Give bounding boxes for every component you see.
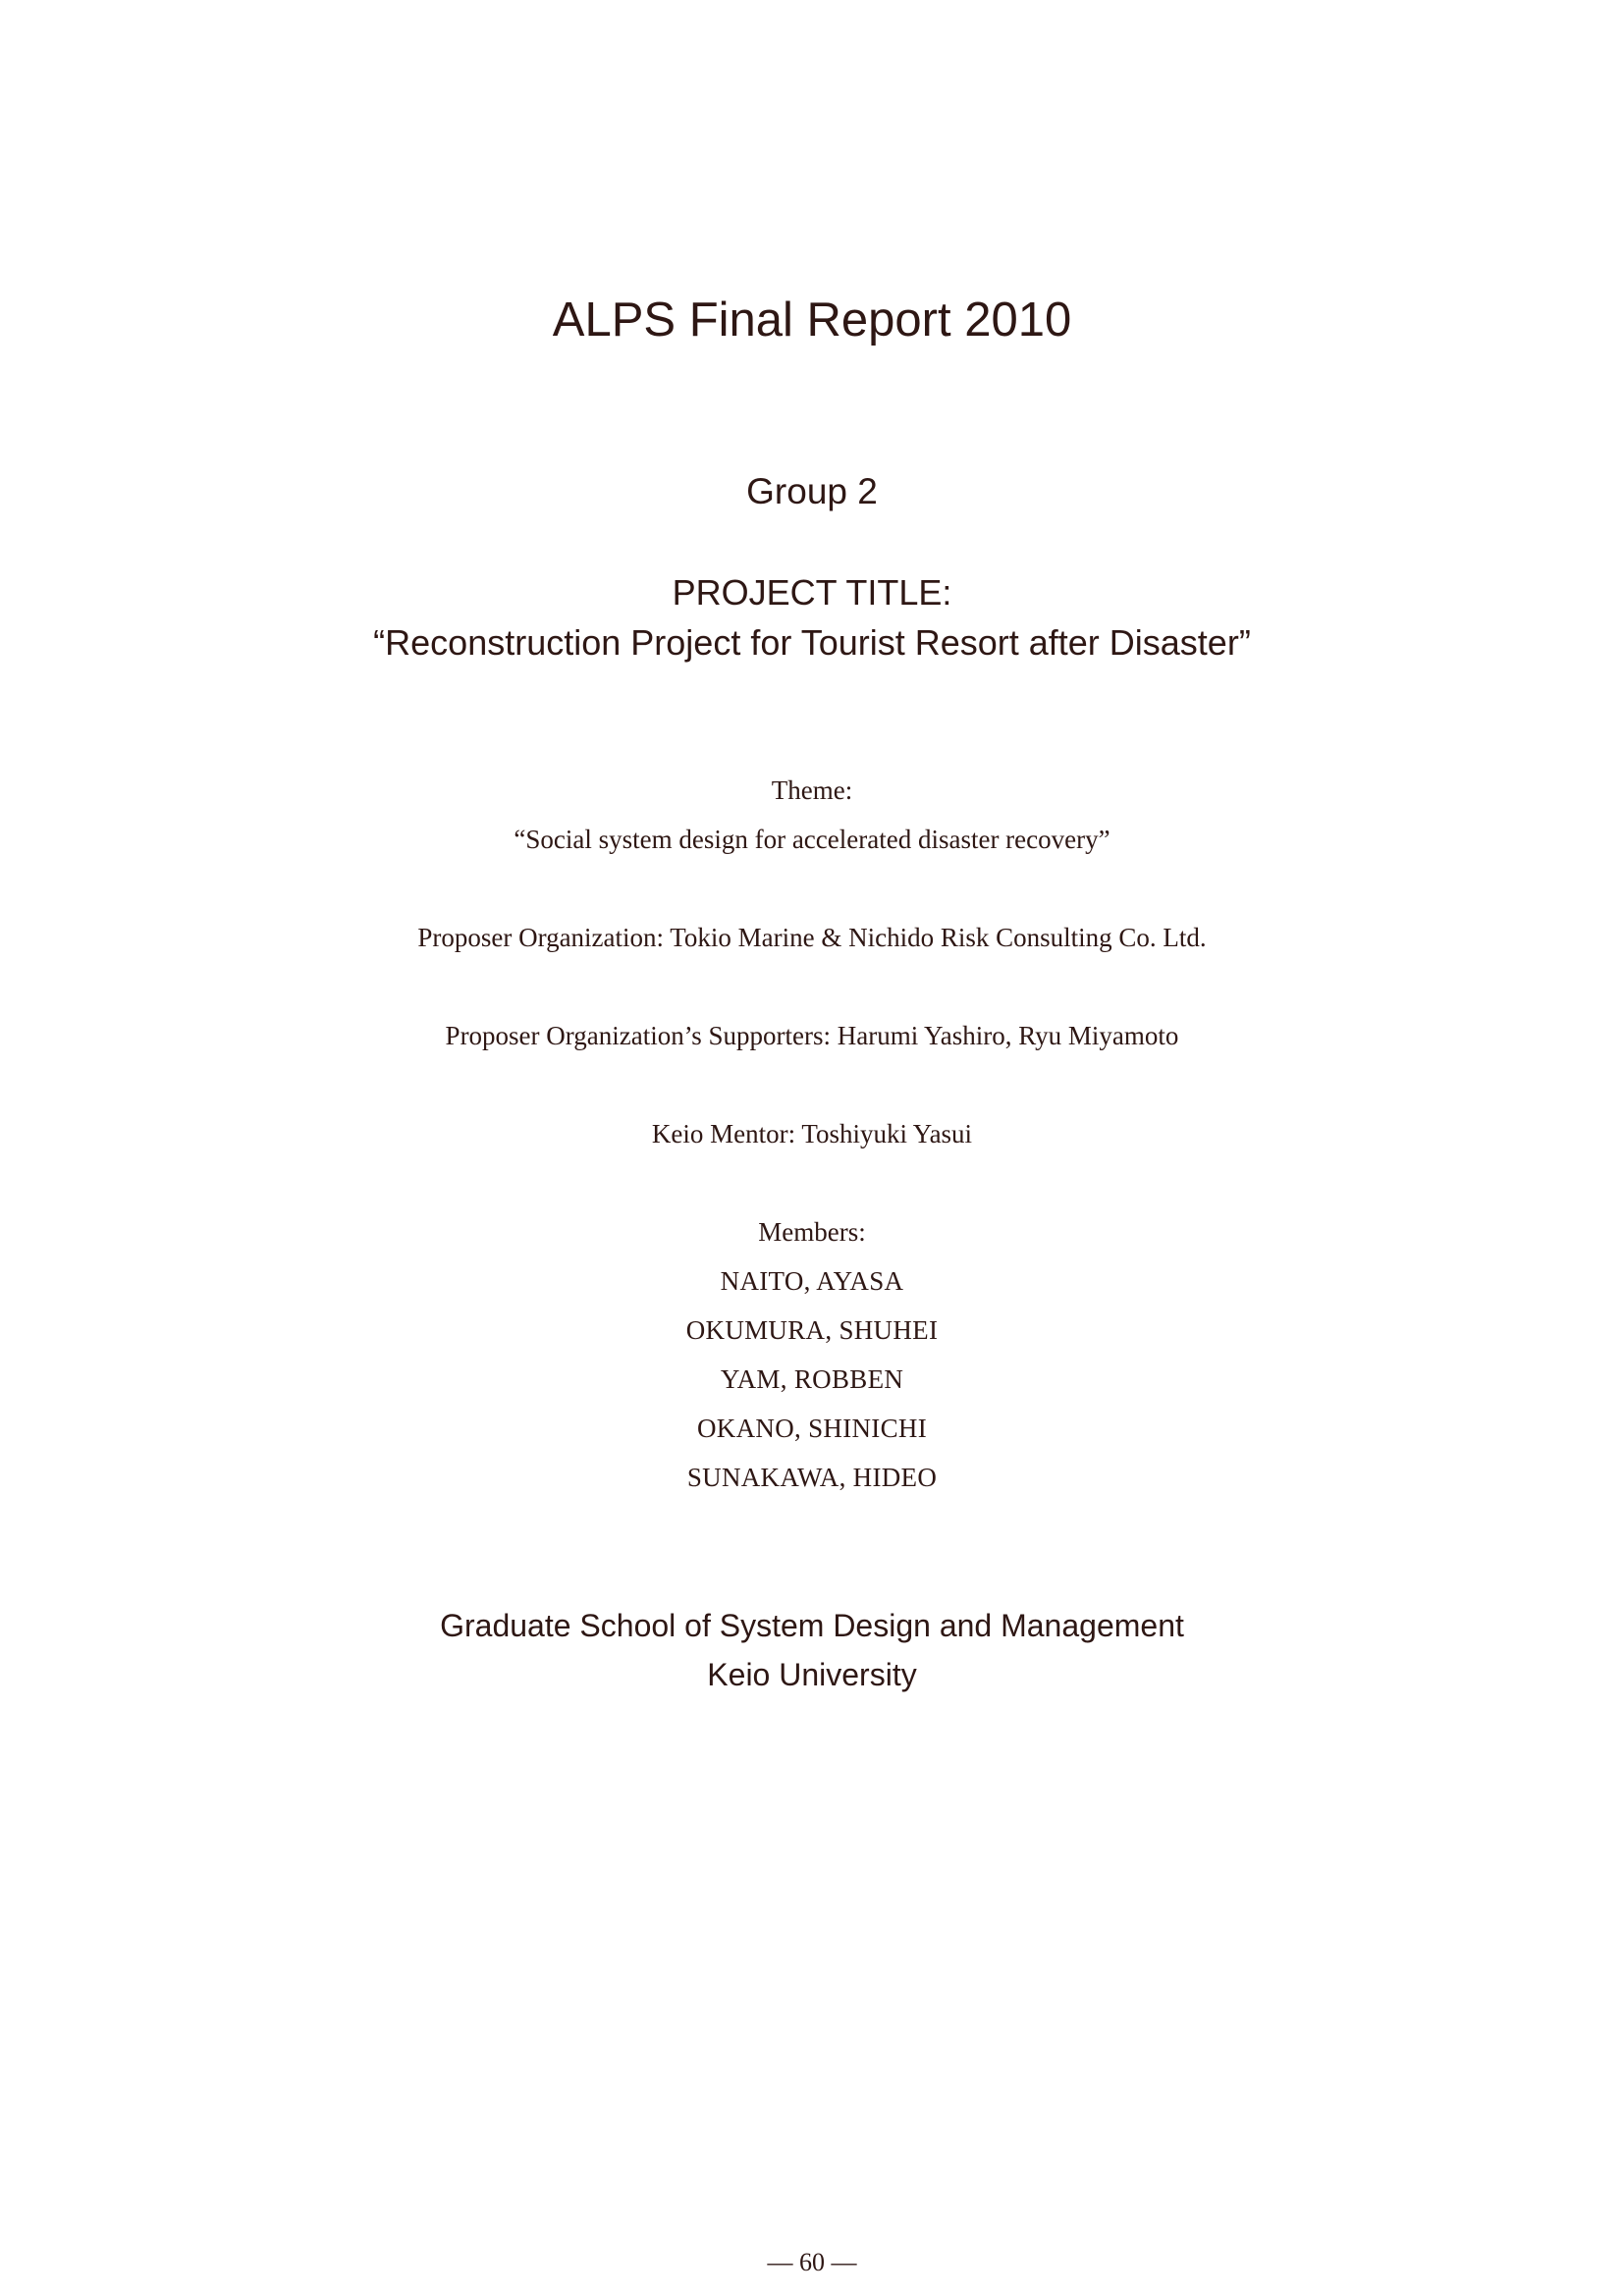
project-title: “Reconstruction Project for Tourist Resort after Disaster” xyxy=(373,622,1251,663)
member-name: OKANO, SHINICHI xyxy=(697,1414,927,1443)
group-label: Group 2 xyxy=(746,471,878,511)
report-title: ALPS Final Report 2010 xyxy=(552,294,1072,347)
proposer-supporters: Proposer Organization’s Supporters: Harumi Yashiro, Ryu Miyamoto xyxy=(445,1021,1179,1050)
keio-mentor: Keio Mentor: Toshiyuki Yasui xyxy=(651,1119,973,1148)
project-title-label: PROJECT TITLE: xyxy=(672,572,952,613)
member-name: YAM, ROBBEN xyxy=(720,1364,904,1394)
theme-text: “Social system design for accelerated disaster recovery” xyxy=(514,825,1110,854)
proposer-organization: Proposer Organization: Tokio Marine & Nichido Risk Consulting Co. Ltd. xyxy=(417,923,1207,952)
theme-label: Theme: xyxy=(771,775,853,805)
members-label: Members: xyxy=(758,1217,866,1247)
university-name: Keio University xyxy=(707,1657,917,1692)
member-name: OKUMURA, SHUHEI xyxy=(685,1315,939,1345)
member-name: NAITO, AYASA xyxy=(720,1266,904,1296)
page-number: — 60 — xyxy=(767,2248,857,2276)
school-name: Graduate School of System Design and Management xyxy=(440,1608,1184,1643)
member-name: SUNAKAWA, HIDEO xyxy=(686,1463,938,1492)
